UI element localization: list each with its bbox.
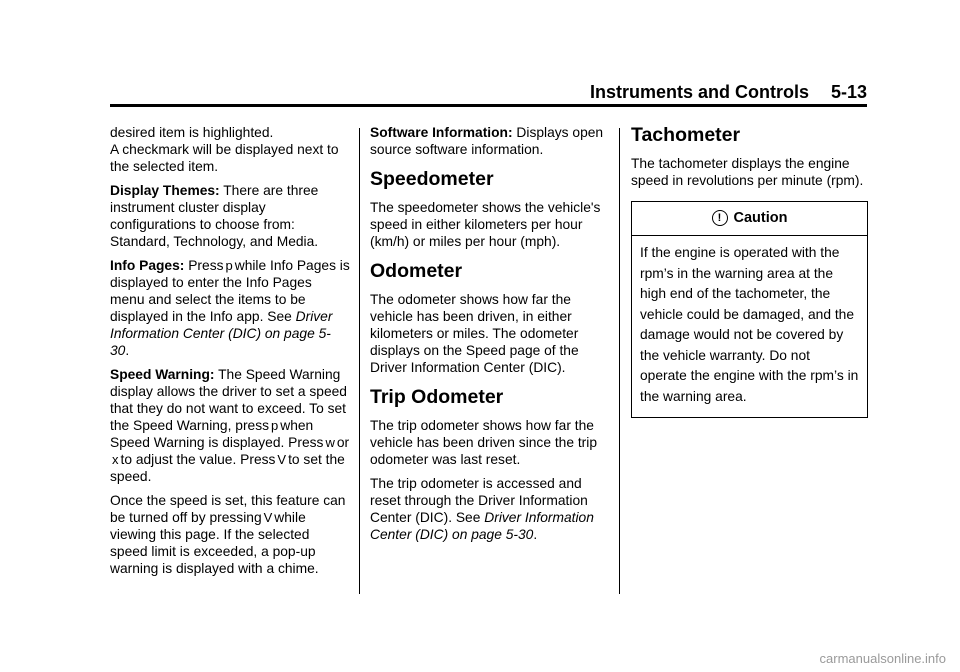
display-themes-paragraph [110,182,350,250]
text-run: . [533,527,538,542]
caution-box [631,201,868,418]
text-run: to adjust the value. Press [120,452,276,467]
text-run: . [125,343,130,358]
trip-odometer-heading: Trip Odometer [370,386,504,408]
column-3 [631,124,871,418]
watermark: carmanualsonline.info [819,651,946,666]
section-title: Instruments and Controls [589,82,809,102]
text-run: while viewing this page. If the selected speed limit is exceeded, a pop-up warning is displayed with a chime. [110,510,319,576]
info-pages-label: Info Pages: [110,258,185,273]
caution-text: If the engine is operated with the rpm’s in the warning area at the high end of the tachometer, the vehicle could be damaged, and the damage would not be covered by the vehicle warranty. Do not operate the engine with the rpm’s in the warning area. [640,245,859,404]
text-run: Press [188,258,224,273]
press-button-icon: p [271,418,279,433]
press-button-icon: p [225,258,233,273]
checkmark-icon: V [263,510,273,525]
page-number: 5-13 [830,82,867,102]
text-run: to set the speed. [110,452,345,484]
cross-reference-link[interactable]: Driver Information Center (DIC) on page 5-30 [370,510,594,542]
checkmark-icon: V [277,452,287,467]
software-information-text: Displays open source software information. [370,125,604,157]
text-run: or [336,435,350,450]
trip-odometer-text: The trip odometer shows how far the vehicle has been driven since the trip odometer was last reset. [370,418,598,467]
header-rule [110,104,867,107]
warning-icon: ! [712,210,728,226]
speedometer-text: The speedometer shows the vehicle's speed in either kilometers per hour (km/h) or miles per hour (mph). [370,200,601,249]
column-1 [110,124,350,584]
column-divider [619,128,620,594]
column-divider [359,128,360,594]
caution-title: Caution [733,210,788,226]
caution-header [632,202,867,236]
down-arrow-icon: x [112,452,119,467]
tachometer-heading: Tachometer [631,124,741,146]
up-arrow-icon: w [325,435,335,450]
display-themes-text: There are three instrument cluster display configurations to choose from: Standard, Technology, and Media. [110,183,319,249]
cross-reference-link[interactable]: Driver Information Center (DIC) on page 5-30 [110,309,333,358]
display-themes-label: Display Themes: [110,183,220,198]
page-header [110,80,867,104]
software-information-label: Software Information: [370,125,513,140]
info-pages-paragraph [110,257,350,359]
text-run: Once the speed is set, this feature can be turned off by pressing [110,493,346,525]
trip-odometer-access-paragraph [370,475,610,543]
speed-warning-paragraph [110,366,350,485]
paragraph: A checkmark will be displayed next to the selected item. [110,142,339,174]
paragraph: desired item is highlighted. [110,125,274,140]
text-run: while Info Pages is displayed to enter the Info Pages menu and select the items to be displayed in the Info app. See [110,258,350,324]
text-run: The Speed Warning display allows the driver to set a speed that they do not want to exceed. To set the Speed Warning, press [110,367,347,433]
speed-warning-label: Speed Warning: [110,367,215,382]
software-information-paragraph [370,124,610,158]
text-run: when Speed Warning is displayed. Press [110,418,324,450]
text-run: The trip odometer is accessed and reset through the Driver Information Center (DIC). See [370,476,588,525]
tachometer-text: The tachometer displays the engine speed in revolutions per minute (rpm). [631,156,864,188]
column-2 [370,124,610,550]
speed-warning-paragraph-2 [110,492,350,577]
odometer-heading: Odometer [370,260,463,282]
speedometer-heading: Speedometer [370,168,494,190]
odometer-text: The odometer shows how far the vehicle has been driven, in either kilometers or miles. The odometer displays on the Speed page of the Driver Information Center (DIC). [370,292,579,375]
